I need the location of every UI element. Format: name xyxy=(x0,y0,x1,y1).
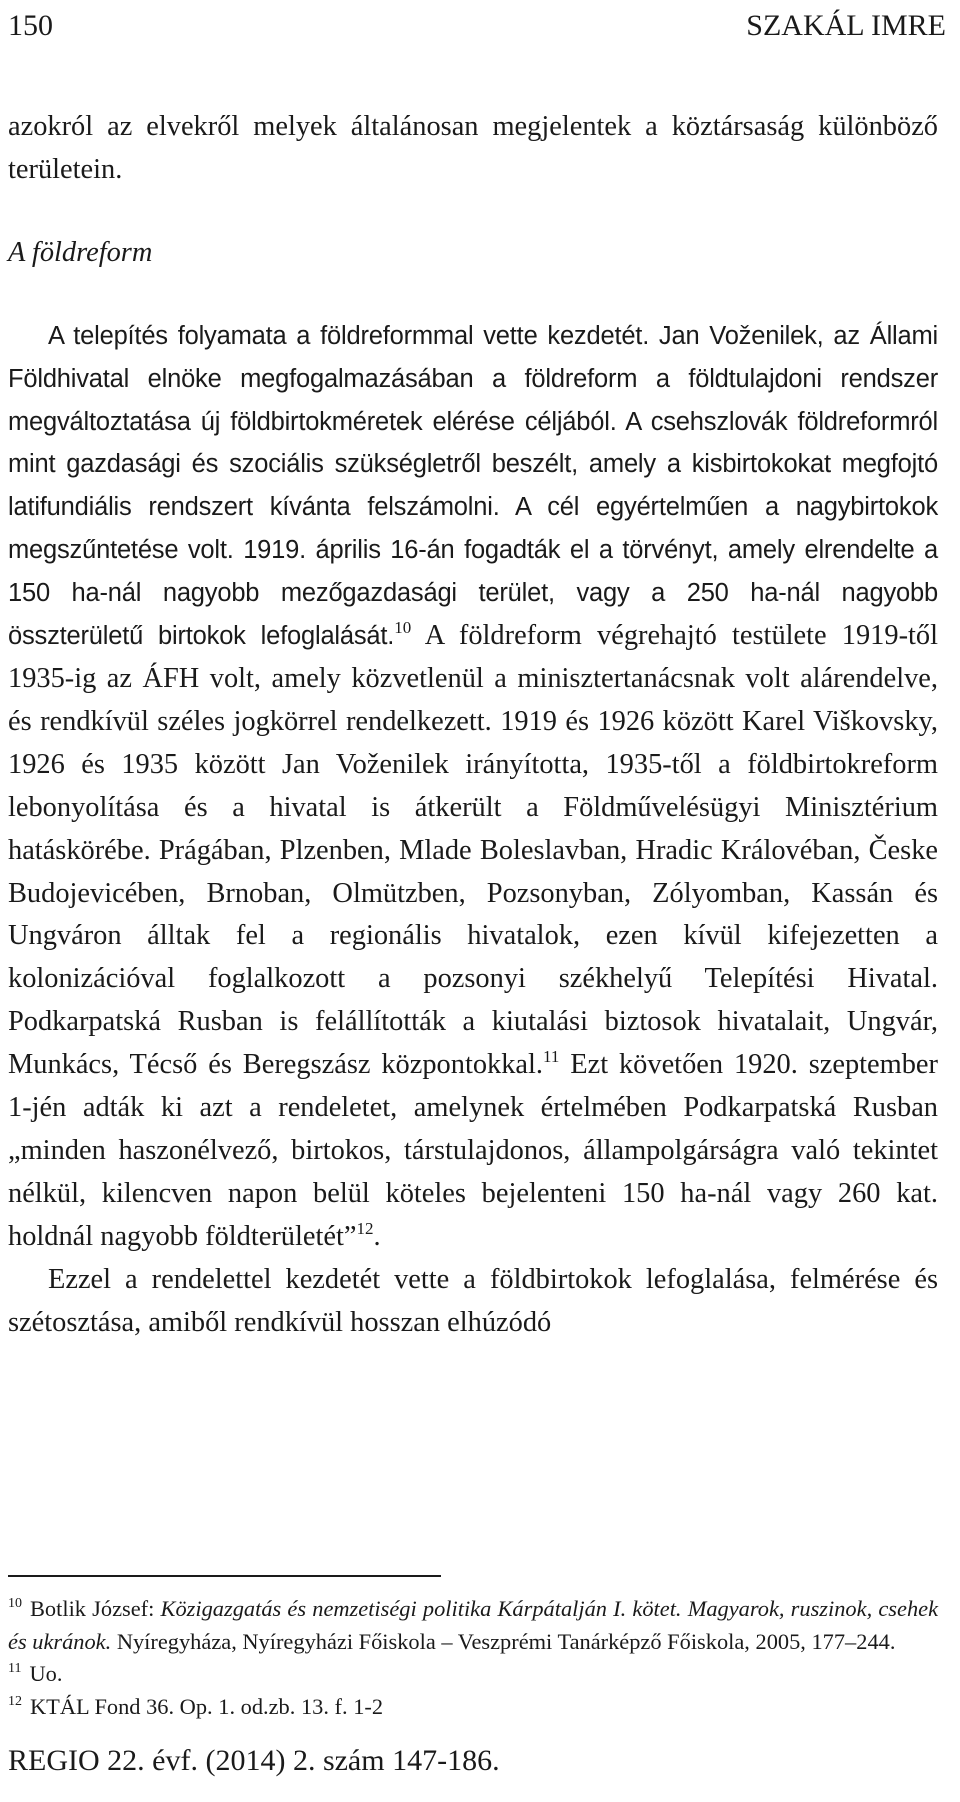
running-title: SZAKÁL IMRE xyxy=(746,9,946,42)
footnote-ref-12[interactable]: 12 xyxy=(356,1218,374,1238)
footnote-text: KTÁL Fond 36. Op. 1. od.zb. 13. f. 1-2 xyxy=(30,1693,384,1719)
footnote-11 xyxy=(8,1658,938,1691)
paragraph-decree: Ezzel a rendelettel kezdetét vette a földbirtokok lefoglalása, felmérése és szétosztása, amiből rendkívül hosszan elhúzódó xyxy=(8,1263,938,1338)
journal-citation-footer: REGIO 22. évf. (2014) 2. szám 147-186. xyxy=(8,1744,500,1777)
footnote-ref-10[interactable]: 10 xyxy=(394,618,412,638)
body-text xyxy=(8,106,938,1344)
paragraph-segment-serif-2: 1919 és 1926 között Karel Viškovsky, 1926 és 1935 között Jan Voženilek irányította, 1935-től a földbirtokreform lebonyolítása és a hivatal is átkerült a Földművelésügyi Minisztérium hatáskörébe. Prágában, Plzenben, Mlade Boleslavban, Hradic Královéban, Česke Budojevicében, Brnoban, Olmützben, Pozsonyban, Zólyomban, Kassán és Ungváron álltak fel a regionális hivatalok, ezen kívül kifejezetten a kolonizációval foglalkozott a pozsonyi székhelyű Telepítési Hivatal. Podkarpatská Rusban is felállították a kiutalási biztosok hivatalait, Ungvár, Munkács, Técső és Beregszász központokkal. xyxy=(8,705,938,1081)
paragraph-land-reform xyxy=(8,315,938,1259)
intro-paragraph: azokról az elvekről melyek általánosan megjelentek a köztársaság különböző területein. xyxy=(8,111,938,185)
footnote-number: 10 xyxy=(8,1596,22,1611)
footnote-12 xyxy=(8,1691,938,1724)
running-header xyxy=(8,6,946,46)
footnote-number: 11 xyxy=(8,1661,22,1676)
footnote-ref-11[interactable]: 11 xyxy=(543,1047,560,1067)
paragraph-segment-serif-3: Ezt követően 1920. szeptember 1-jén adták ki azt a rendeletet, amelynek értelmében Podkarpatská Rusban „minden haszonélvező, birtokos, társtulajdonos, állampolgárságra való tekintet nélkül, kilencven napon belül köteles bejelenteni 150 ha-nál vagy 260 kat. holdnál nagyobb földterületét” xyxy=(8,1049,938,1252)
footnote-separator xyxy=(8,1575,441,1577)
paragraph-segment-sans: A telepítés folyamata a földreformmal vette kezdetét. Jan Voženilek, az Állami Földhivatal elnöke megfogalmazásában a földreform a földtulajdoni rendszer megváltoztatása új földbirtokméretek elérése céljából. A csehszlovák földreformról mint gazdasági és szociális szükségletről beszélt, amely a kisbirtokokat megfojtó latifundiális rendszert kívánta felszámolni. A cél egyértelműen a nagybirtokok megszűntetése volt. 1919. április 16-án fogadták el a törvényt, amely elrendelte a 150 ha-nál nagyobb mezőgazdasági terület, vagy a 250 ha-nál nagyobb összterületű birtokok lefoglalását. xyxy=(8,321,938,651)
document-page xyxy=(8,0,946,1802)
footnote-publisher: Nyíregyháza, Nyíregyházi Főiskola – Veszprémi Tanárképző Főiskola, 2005, 177–244. xyxy=(111,1628,896,1654)
footnote-title: Közigazgatás és nemzetiségi politika Kárpátalján I. kötet. Magyarok, ruszinok, csehek és ukránok. xyxy=(8,1596,939,1654)
footnote-number: 12 xyxy=(8,1693,22,1709)
section-heading: A földreform xyxy=(8,236,153,268)
footnote-text: Uo. xyxy=(29,1661,63,1686)
page-number: 150 xyxy=(8,9,53,42)
paragraph-end-punct: . xyxy=(373,1220,381,1252)
footnotes-section xyxy=(8,1593,938,1723)
footnote-10 xyxy=(8,1593,938,1658)
footnote-text: Botlik József: xyxy=(30,1596,161,1621)
paragraph-segment-serif-1: A földreform végrehajtó testülete 1919-től 1935-ig az ÁFH volt, amely közvetlenül a minisztertanácsnak volt alárendelve, és rendkívül széles jogkörrel rendelkezett. xyxy=(8,620,938,737)
